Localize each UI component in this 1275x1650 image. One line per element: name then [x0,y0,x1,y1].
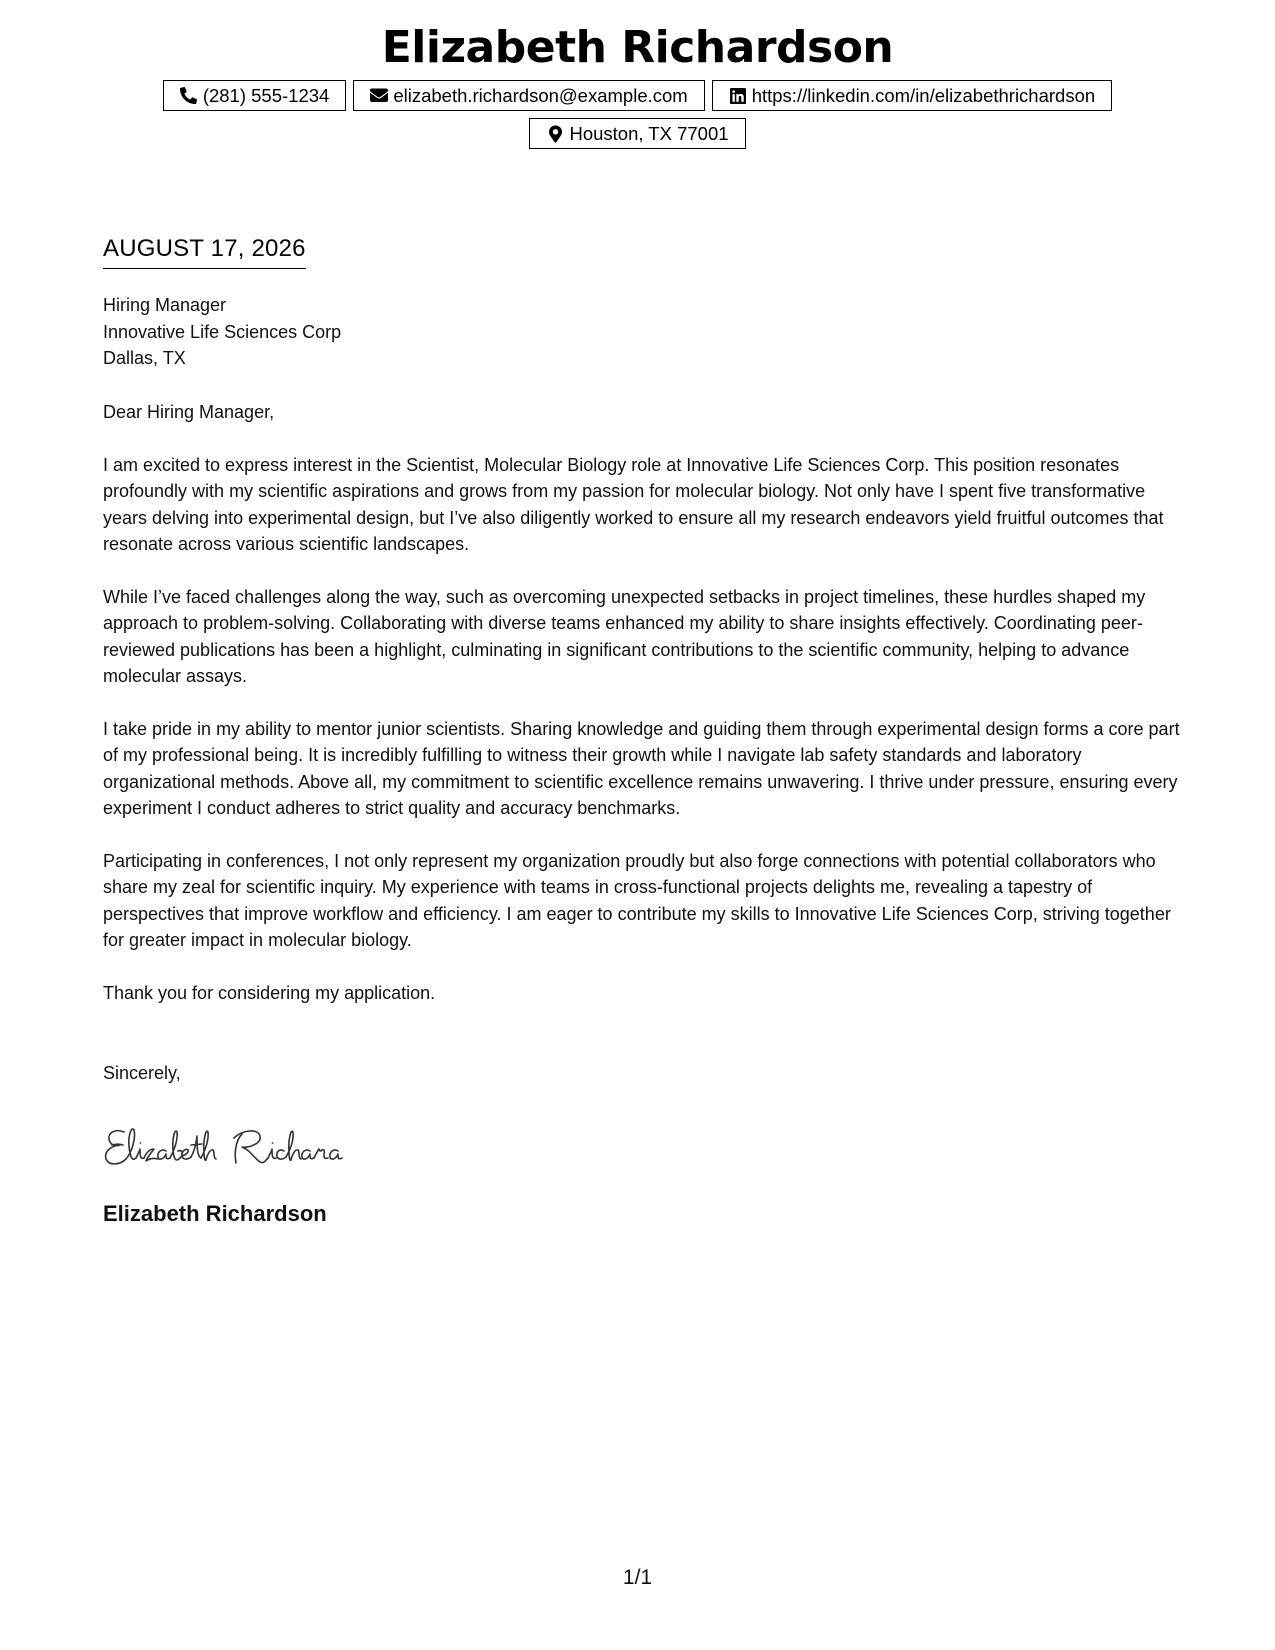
phone-chip [163,80,347,111]
contact-row-secondary [0,118,1275,149]
recipient-title: Hiring Manager [103,295,227,315]
letter-date: AUGUST 17, 2026 [103,234,306,269]
location-text: Houston, TX 77001 [569,122,729,144]
linkedin-text: https://linkedin.com/in/elizabethrichardson [751,84,1096,106]
location-chip [529,118,745,149]
phone-text: (281) 555-1234 [202,84,330,106]
contact-row-primary [0,80,1275,111]
linkedin-icon [729,87,747,105]
signer-name: Elizabeth Richardson [103,1201,327,1226]
linkedin-chip [712,80,1112,111]
handwritten-signature [102,1118,372,1170]
recipient-block [103,292,341,372]
greeting: Dear Hiring Manager, [103,402,275,422]
recipient-location: Dallas, TX [103,348,186,368]
body-paragraph: Participating in conferences, I not only represent my organization proudly but also forge connections with potential collaborators who share my zeal for scientific inquiry. My experience with teams in cross-functional projects delights me, revealing a tapestry of perspectives that improve workflow and efficiency. I am eager to contribute my skills to Innovative Life Sciences Corp, striving together for greater impact in molecular biology. [103,850,1171,950]
letter-body [103,399,1183,1032]
envelope-icon [370,87,388,105]
page-number: 1/1 [622,1566,653,1589]
body-paragraph: I take pride in my ability to mentor junior scientists. Sharing knowledge and guiding them through experimental design forms a core part of my professional being. It is incredibly fulfilling to witness their growth while I navigate lab safety standards and laboratory organizational methods. Above all, my commitment to scientific excellence remains unwavering. I thrive under pressure, ensuring every experiment I conduct adheres to strict quality and accuracy benchmarks. [103,718,1180,818]
recipient-company: Innovative Life Sciences Corp [103,321,342,342]
thank-you-line: Thank you for considering my application. [103,982,436,1003]
body-paragraph: While I’ve faced challenges along the way, such as overcoming unexpected setbacks in project timelines, these hurdles shaped my approach to problem-solving. Collaborating with diverse teams enhanced my ability to share insights effectively. Coordinating peer-reviewed publications has been a highlight, culminating in significant contributions to the scientific community, helping to advance molecular assays. [103,586,1146,686]
email-text: elizabeth.richardson@example.com [393,84,688,106]
email-chip [353,80,704,111]
applicant-name-heading: Elizabeth Richardson [381,22,894,73]
closing-salutation: Sincerely, [103,1063,181,1083]
map-marker-icon [546,125,564,143]
phone-icon [180,87,198,105]
body-paragraph: I am excited to express interest in the Scientist, Molecular Biology role at Innovative Life Sciences Corp. This position resonates profoundly with my scientific aspirations and grows from my passion for molecular biology. Not only have I spent five transformative years delving into experimental design, but I’ve also diligently worked to ensure all my research endeavors yield fruitful outcomes that resonate across various scientific landscapes. [103,454,1164,554]
